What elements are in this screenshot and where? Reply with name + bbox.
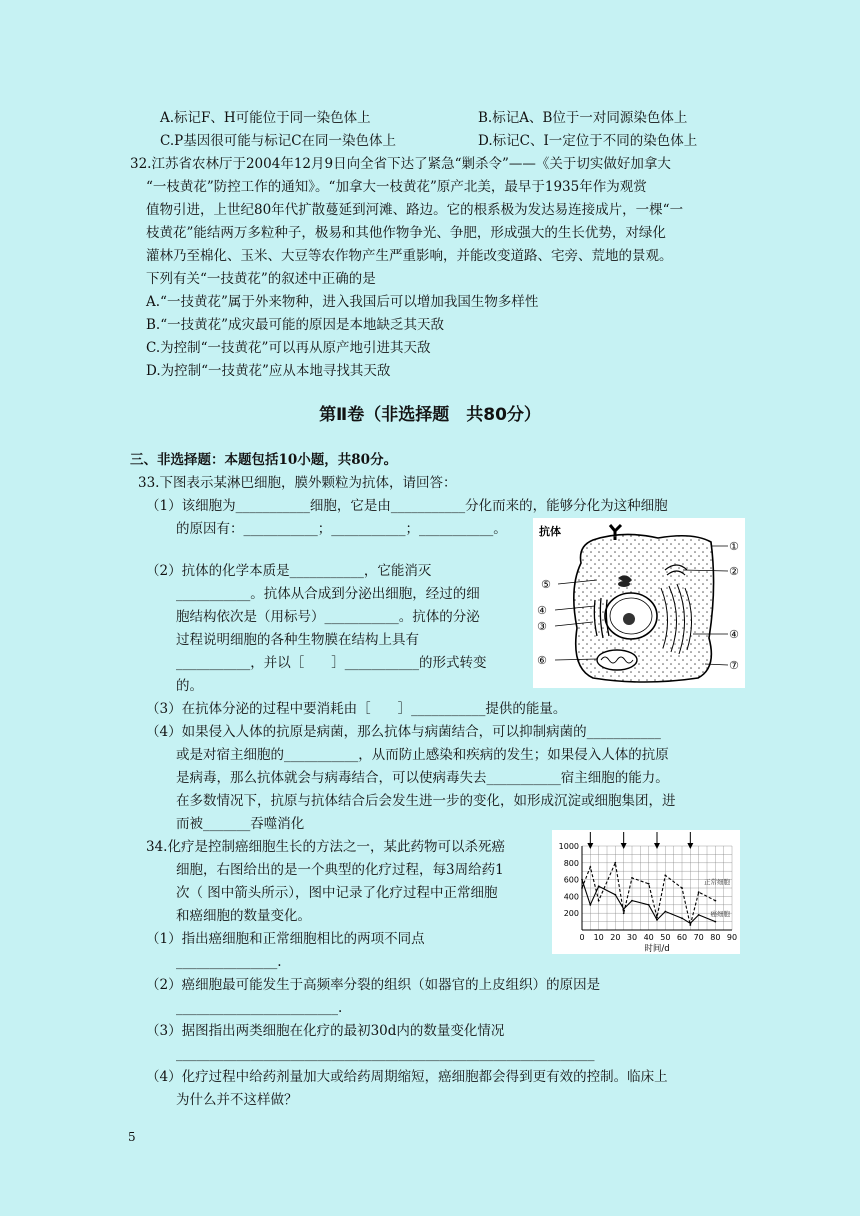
q32-option-b: B.“一技黄花”成灾最可能的原因是本地缺乏其天敌 xyxy=(146,317,445,333)
q32-line-4: 灌林乃至棉化、玉米、大豆等农作物产生严重影响，并能改变道路、宅旁、荒地的景观。 xyxy=(146,248,673,264)
x-tick-label: 50 xyxy=(660,933,671,942)
q34-part2: （2）癌细胞最可能发生于高频率分裂的组织（如器官的上皮组织）的原因是 xyxy=(146,977,601,993)
q33-stem: 33.下图表示某淋巴细胞，膜外颗粒为抗体，请回答： xyxy=(138,475,457,491)
data-point xyxy=(648,904,650,906)
q32-line-0: 32.江苏省农林厅于2004年12月9日向全省下达了紧急“剿杀令”——《关于切实做好加拿大 xyxy=(130,156,671,172)
y-tick-label: 800 xyxy=(563,858,579,868)
y-tick-label: 600 xyxy=(563,875,579,885)
data-point xyxy=(614,894,616,896)
x-tick-label: 80 xyxy=(710,933,721,942)
marker-7: ⑦ xyxy=(729,659,739,672)
q34-part4-line-b: 为什么并不这样做？ xyxy=(176,1092,298,1108)
data-point xyxy=(714,921,716,923)
data-point xyxy=(698,914,700,916)
y-tick-label: 400 xyxy=(563,892,579,902)
marker-6: ⑥ xyxy=(537,654,547,667)
q33-part4-line-4: 而被_______吞噬消化 xyxy=(176,816,305,832)
marker-2: ② xyxy=(729,565,739,578)
q34-part3-blank: ______________________________________________________________ xyxy=(176,1046,595,1062)
q32-line-5: 下列有关“一技黄花”的叙述中正确的是 xyxy=(146,271,376,287)
y-tick-label: 200 xyxy=(563,909,579,919)
data-point xyxy=(614,862,616,864)
data-point xyxy=(689,922,691,924)
q33-part1-line-b: 的原因有：___________；___________；___________。 xyxy=(176,521,507,537)
q32-line-1: “一枝黄花”防控工作的通知》。“加拿大一枝黄花”原产北美，最早于1935年作为观赏 xyxy=(146,179,647,195)
mitochondrion xyxy=(597,650,637,670)
marker-3: ③ xyxy=(537,620,547,633)
lymphocyte-diagram xyxy=(533,518,745,688)
antibody-label: 抗体 xyxy=(539,525,561,538)
lymphocyte-figure xyxy=(533,518,745,688)
data-point xyxy=(681,887,683,889)
q34-part1-blank: _______________. xyxy=(176,954,282,970)
data-point xyxy=(681,917,683,919)
legend-label-1: 癌细胞 xyxy=(710,910,730,918)
data-point xyxy=(598,900,600,902)
q33-part2-line-1: ___________。抗体从合成到分泌出细胞，经过的细 xyxy=(176,586,480,602)
data-point xyxy=(589,904,591,906)
data-point xyxy=(581,879,583,881)
y-tick-label: 1000 xyxy=(558,842,579,851)
q34-line-0: 34.化疗是控制癌细胞生长的方法之一，某此药物可以杀死癌 xyxy=(146,839,505,855)
data-point xyxy=(714,900,716,902)
marker-4-left: ④ xyxy=(537,604,547,617)
x-tick-label: 40 xyxy=(643,933,654,942)
chemotherapy-chart-svg xyxy=(552,830,740,954)
marker-4-right: ④ xyxy=(729,628,739,641)
x-tick-label: 0 xyxy=(579,933,585,942)
marker-1: ① xyxy=(729,540,739,553)
q34-part1: （1）指出癌细胞和正常细胞相比的两项不同点 xyxy=(146,931,425,947)
q34-line-1: 细胞，右图给出的是一个典型的化疗过程，每3周给药1 xyxy=(176,862,504,878)
legend-label-0: 正常细胞 xyxy=(704,878,730,886)
q33-part1-line-a: （1）该细胞为___________细胞，它是由___________分化而来的，能够分化为这种细胞 xyxy=(146,498,668,514)
q32-option-d: D.为控制“一技黄花”应从本地寻找其天敌 xyxy=(146,363,391,379)
q33-part2-line-3: 过程说明细胞的各种生物膜在结构上具有 xyxy=(176,632,419,648)
q32-line-3: 枝黄花”能结两万多粒种子，极易和其他作物争光、争肥，形成强大的生长优势，对绿化 xyxy=(146,225,666,241)
q33-part4-line-0: （4）如果侵入人体的抗原是病菌，那么抗体与病菌结合，可以抑制病菌的___________ xyxy=(146,724,661,740)
x-tick-label: 30 xyxy=(626,933,638,942)
data-point xyxy=(698,891,700,893)
data-point xyxy=(664,911,666,913)
q34-part4-line-a: （4）化疗过程中给药剂量加大或给药周期缩短，癌细胞都会得到更有效的控制。临床上 xyxy=(146,1069,668,1085)
q33-part4-line-2: 是病毒，那么抗体就会与病毒结合，可以使病毒失去___________宿主细胞的能力。 xyxy=(176,770,669,786)
data-point xyxy=(581,887,583,889)
data-point xyxy=(631,900,633,902)
x-tick-label: 10 xyxy=(593,933,604,942)
section3-heading: 三、非选择题：本题包括10小题，共80分。 xyxy=(130,452,398,468)
q33-part2-line-4: ___________，并以［ ］___________的形式转变 xyxy=(176,655,487,671)
q33-part2-line-2: 胞结构依次是（用标号）___________。抗体的分泌 xyxy=(176,609,480,625)
q31-option-b: B.标记A、B位于一对同源染色体上 xyxy=(478,110,688,126)
q31-option-a: A.标记F、H可能位于同一染色体上 xyxy=(160,110,371,126)
q34-part3: （3）据图指出两类细胞在化疗的最初30d内的数量变化情况 xyxy=(146,1023,505,1039)
q32-option-c: C.为控制“一技黄花”可以再从原产地引进其天敌 xyxy=(146,340,431,356)
q32-option-a: A.“一技黄花”属于外来物种，进入我国后可以增加我国生物多样性 xyxy=(146,294,539,310)
q33-part2-line-0: （2）抗体的化学本质是___________，它能消灭 xyxy=(146,563,432,579)
chemotherapy-chart xyxy=(552,830,740,954)
data-point xyxy=(631,877,633,879)
data-point xyxy=(656,919,658,921)
q32-line-2: 值物引进，上世纪80年代扩散蔓延到河滩、路边。它的根系极为发达易连接成片，一棵“一 xyxy=(146,202,684,218)
data-point xyxy=(689,924,691,926)
x-axis-label: 时间/d xyxy=(644,944,670,954)
q34-line-2: 次（ 图中箭头所示），图中记录了化疗过程中正常细胞 xyxy=(176,885,498,901)
x-tick-label: 60 xyxy=(676,933,688,942)
x-tick-label: 70 xyxy=(693,933,704,942)
q31-option-c: C.P基因很可能与标记C在同一染色体上 xyxy=(160,133,397,149)
nucleus xyxy=(605,593,657,639)
data-point xyxy=(648,883,650,885)
q34-line-3: 和癌细胞的数量变化。 xyxy=(176,908,311,924)
data-point xyxy=(623,908,625,910)
q33-part2-line-5: 的。 xyxy=(176,678,203,694)
q33-part3: （3）在抗体分泌的过程中要消耗由［ ］___________提供的能量。 xyxy=(146,701,567,717)
data-point xyxy=(623,912,625,914)
page-number: 5 xyxy=(128,1130,136,1144)
q34-part2-blank: ________________________. xyxy=(176,1000,343,1016)
q33-part4-line-3: 在多数情况下，抗原与抗体结合后会发生进一步的变化，如形成沉淀或细胞集团，进 xyxy=(176,793,676,809)
q33-part4-line-1: 或是对宿主细胞的___________，从而防止感染和疾病的发生；如果侵入人体的抗原 xyxy=(176,747,669,763)
marker-5: ⑤ xyxy=(541,578,551,591)
x-tick-label: 20 xyxy=(610,933,621,942)
data-point xyxy=(589,866,591,868)
data-point xyxy=(664,875,666,877)
data-point xyxy=(598,885,600,887)
q31-option-d: D.标记C、I一定位于不同的染色体上 xyxy=(478,133,698,149)
part2-title: 第Ⅱ卷（非选择题 共80分） xyxy=(319,405,541,425)
x-tick-label: 90 xyxy=(726,933,738,942)
